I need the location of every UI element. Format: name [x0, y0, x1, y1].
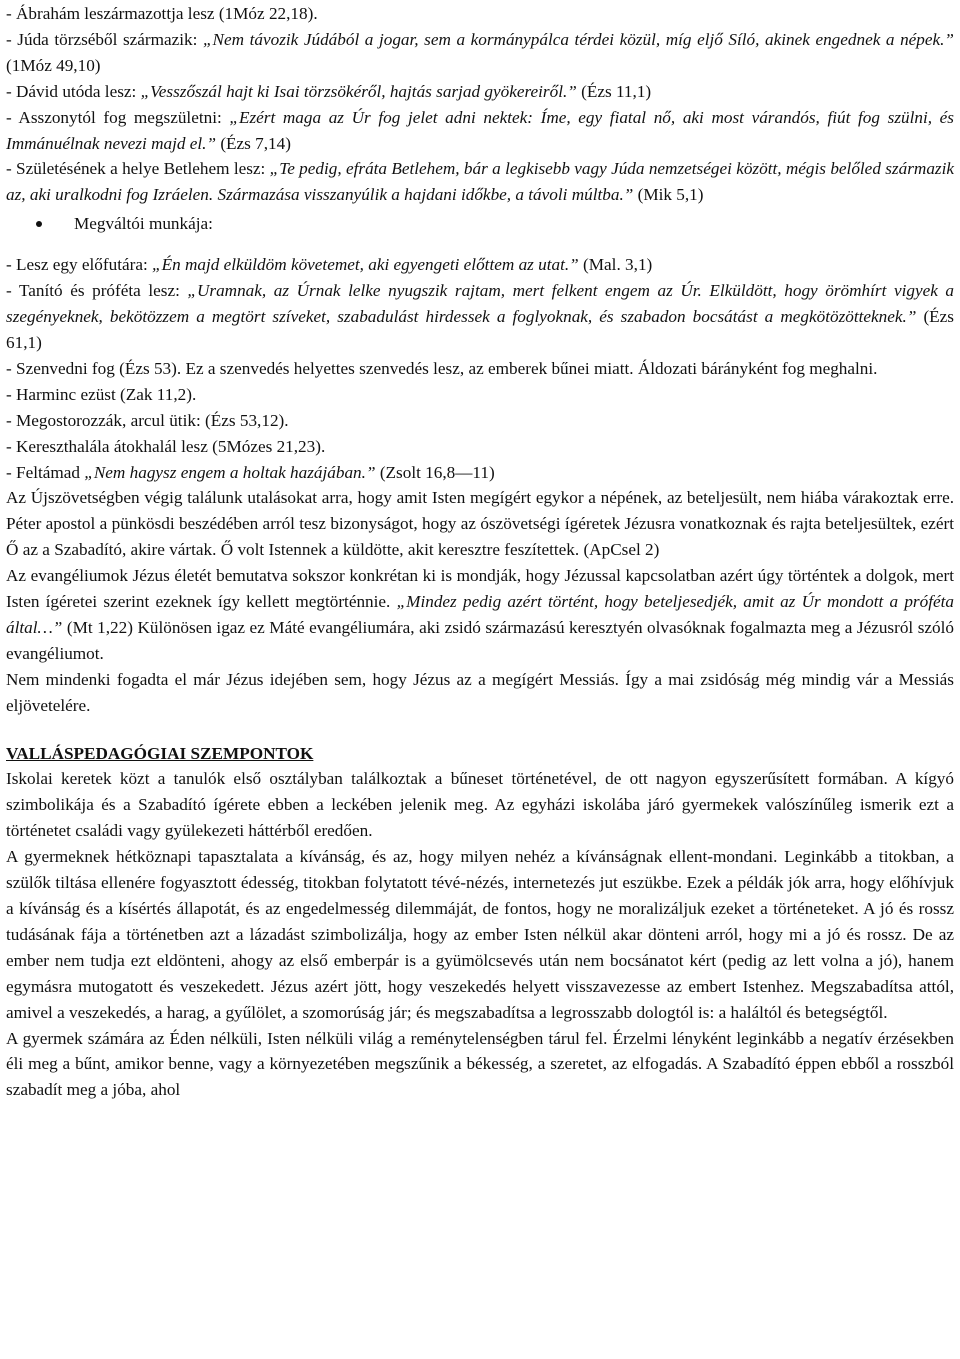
- bullet-item: [6, 208, 954, 240]
- text-line: [6, 1, 954, 27]
- reference-text: (Mal. 3,1): [578, 255, 653, 275]
- paragraph: [6, 563, 954, 667]
- line-text: - Tanító és próféta lesz:: [6, 281, 188, 301]
- line-text: - Júda törzséből származik:: [6, 29, 203, 49]
- paragraph: Iskolai keretek közt a tanulók első osztályban találkoztak a bűneset történetével, de ott nagyon egyszerűsített formában. A kígyó szimbolikája és a Szabadító ígérete ebben a leckében jelenik meg. Az egyházi iskolába járó gyermekek valószínűleg ismerik ezt a történetet családi vagy gyülekezeti háttérből eredően.: [6, 769, 954, 841]
- text-line: [6, 27, 954, 79]
- text-line: [6, 79, 954, 105]
- text-line: [6, 105, 954, 157]
- text-line: - Harminc ezüst (Zak 11,2).: [6, 384, 197, 404]
- text-line: [6, 278, 954, 356]
- reference-text: (Zsolt 16,8—11): [375, 462, 495, 482]
- line-text: - Dávid utóda lesz:: [6, 81, 141, 101]
- bullet-label: Megváltói munkája:: [74, 214, 213, 234]
- quote-text: „Te pedig, efráta Betlehem, bár a legkisebb vagy Júda nemzetségei között, mégis belőled származik az, aki uralkodni fog Izráelen. Származása visszanyúlik a hajdani időkbe, a távoli múltba.”: [6, 159, 955, 205]
- paragraph-text: Az evangéliumok Jézus életét bemutatva sokszor konkrétan ki is mondják, hogy Jézussal kapcsolatban azért úgy történtek a dolgok, mert Isten ígéretei szerint ezeknek így kellett megtörténnie.: [6, 566, 954, 612]
- paragraph: A gyermek számára az Éden nélküli, Isten nélküli világ a reménytelenségben tárul fel. Érzelmi lényként leginkább a negatív érzésekben éli meg a bűnt, amikor benne, vagy a környezetében megszűnik a békesség, a szeretet, az elfogadás. A Szabadító éppen ebből a rosszból szabadít meg a jóba, ahol: [6, 1028, 954, 1100]
- paragraph: Az Újszövetségben végig találunk utalásokat arra, hogy amit Isten megígért egykor a népének, az beteljesült, nem hiába várakoztak erre. Péter apostol a pünkösdi beszédében arról tesz bizonyságot, hogy az ószövetségi ígéretek Jézusra vonatkoznak és rajta beteljesültek, ezért Ő az a Szabadító, akire vártak. Ő volt Istennek a küldötte, akit keresztre feszítettek. (ApCsel 2): [6, 488, 954, 560]
- section-heading: VALLÁSPEDAGÓGIAI SZEMPONTOK: [6, 743, 314, 763]
- text-line: [6, 156, 954, 208]
- prophecy-list-origin: [6, 1, 954, 208]
- line-text: - Asszonytól fog megszületni:: [6, 107, 230, 127]
- line-text: - Feltámad: [6, 462, 85, 482]
- text-line: - Szenvedni fog (Ézs 53). Ez a szenvedés helyettes szenvedés lesz, az emberek bűnei miatt. Áldozati bárányként fog meghalni.: [6, 358, 878, 378]
- text-line: [6, 460, 954, 486]
- reference-text: (Ézs 7,14): [216, 133, 291, 153]
- line-text: - Ábrahám leszármazottja lesz (1Móz 22,18).: [6, 4, 318, 23]
- text-line: [6, 252, 954, 278]
- prophecy-list-work: [6, 252, 954, 485]
- paragraph: A gyermeknek hétköznapi tapasztalata a kívánság, és az, hogy milyen nehéz a kívánságnak ellent-mondani. Leginkább a titokban, a szülők tiltása ellenére fogyasztott édesség, titokban folytatott tévé-nézés, internetezés jut eszükbe. Ezek a példák jók arra, hogy előhívjuk a kívánság és a kísértés állapotát, és az engedelmesség dilemmáját, de fontos, hogy ne moralizáljuk ezeket a történeteket. A jó és rossz tudásának fája a történetben azt a lázadást szimbolizálja, hogy az ember Isten nélkül akar dönteni arról, hogy mi a jó és rossz. De az ember nem tudja ezt eldönteni, ahogy az első emberpár is a gyümölcsevés után nem bocsánatot kért (pedig az lett volna a jó), hanem egymásra mutogatott és veszekedett. Jézus azért jött, hogy veszekedés helyett visszavezesse az embert Istenhez. Megszabadítsa attól, amivel a veszekedés, a harag, a gyűlölet, a szomorúság jár; és megszabadítsa a legrosszabb dologtól is: a haláltól és betegségtől.: [6, 847, 954, 1022]
- quote-text: „Uramnak, az Úrnak lelke nyugszik rajtam, mert felkent engem az Úr. Elküldött, hogy örömhírt vigyek a szegényeknek, bekötözzem a megtört szíveket, szabadulást hirdessek a foglyoknak, és szabadon bocsátást a megkötözötteknek.”: [6, 281, 954, 327]
- text-line: - Kereszthalála átokhalál lesz (5Mózes 21,23).: [6, 436, 326, 456]
- quote-text: „Nem hagysz engem a holtak hazájában.”: [84, 462, 376, 482]
- quote-text: „Ezért maga az Úr fog jelet adni nektek: Íme, egy fiatal nő, aki most várandós, fiút fog szülni, és Immánuélnak nevezi majd el.”: [6, 107, 954, 153]
- reference-text: (Ézs 61,1): [6, 307, 954, 352]
- reference-text: (Ézs 11,1): [576, 81, 652, 101]
- reference-text: (1Móz 49,10): [6, 55, 101, 75]
- quote-text: „Mindez pedig azért történt, hogy beteljesedjék, amit az Úr mondott a próféta által…”: [6, 592, 954, 637]
- line-text: - Lesz egy előfutára:: [6, 255, 153, 275]
- paragraph: Nem mindenki fogadta el már Jézus idejében sem, hogy Jézus az a megígért Messiás. Így a mai zsidóság még mindig vár a Messiás eljövetelére.: [6, 669, 954, 715]
- bullet-icon: [36, 221, 42, 227]
- quote-text: „Vesszőszál hajt ki Isai törzsökéről, hajtás sarjad gyökereiről.”: [140, 81, 577, 101]
- quote-text: „Nem távozik Júdából a jogar, sem a kormánypálca térdei közül, míg eljő Síló, akinek engednek a népek.”: [202, 29, 954, 49]
- line-text: - Születésének a helye Betlehem lesz:: [6, 159, 270, 179]
- text-line: - Megostorozzák, arcul ütik: (Ézs 53,12).: [6, 410, 289, 430]
- quote-text: „Én majd elküldöm követemet, aki egyengeti előttem az utat.”: [152, 255, 579, 275]
- reference-text: (Mik 5,1): [633, 185, 704, 205]
- paragraph-text: (Mt 1,22) Különösen igaz ez Máté evangéliumára, aki zsidó származású keresztyén olvasóknak fogalmazta meg a Jézusról szóló evangéliumot.: [6, 617, 954, 663]
